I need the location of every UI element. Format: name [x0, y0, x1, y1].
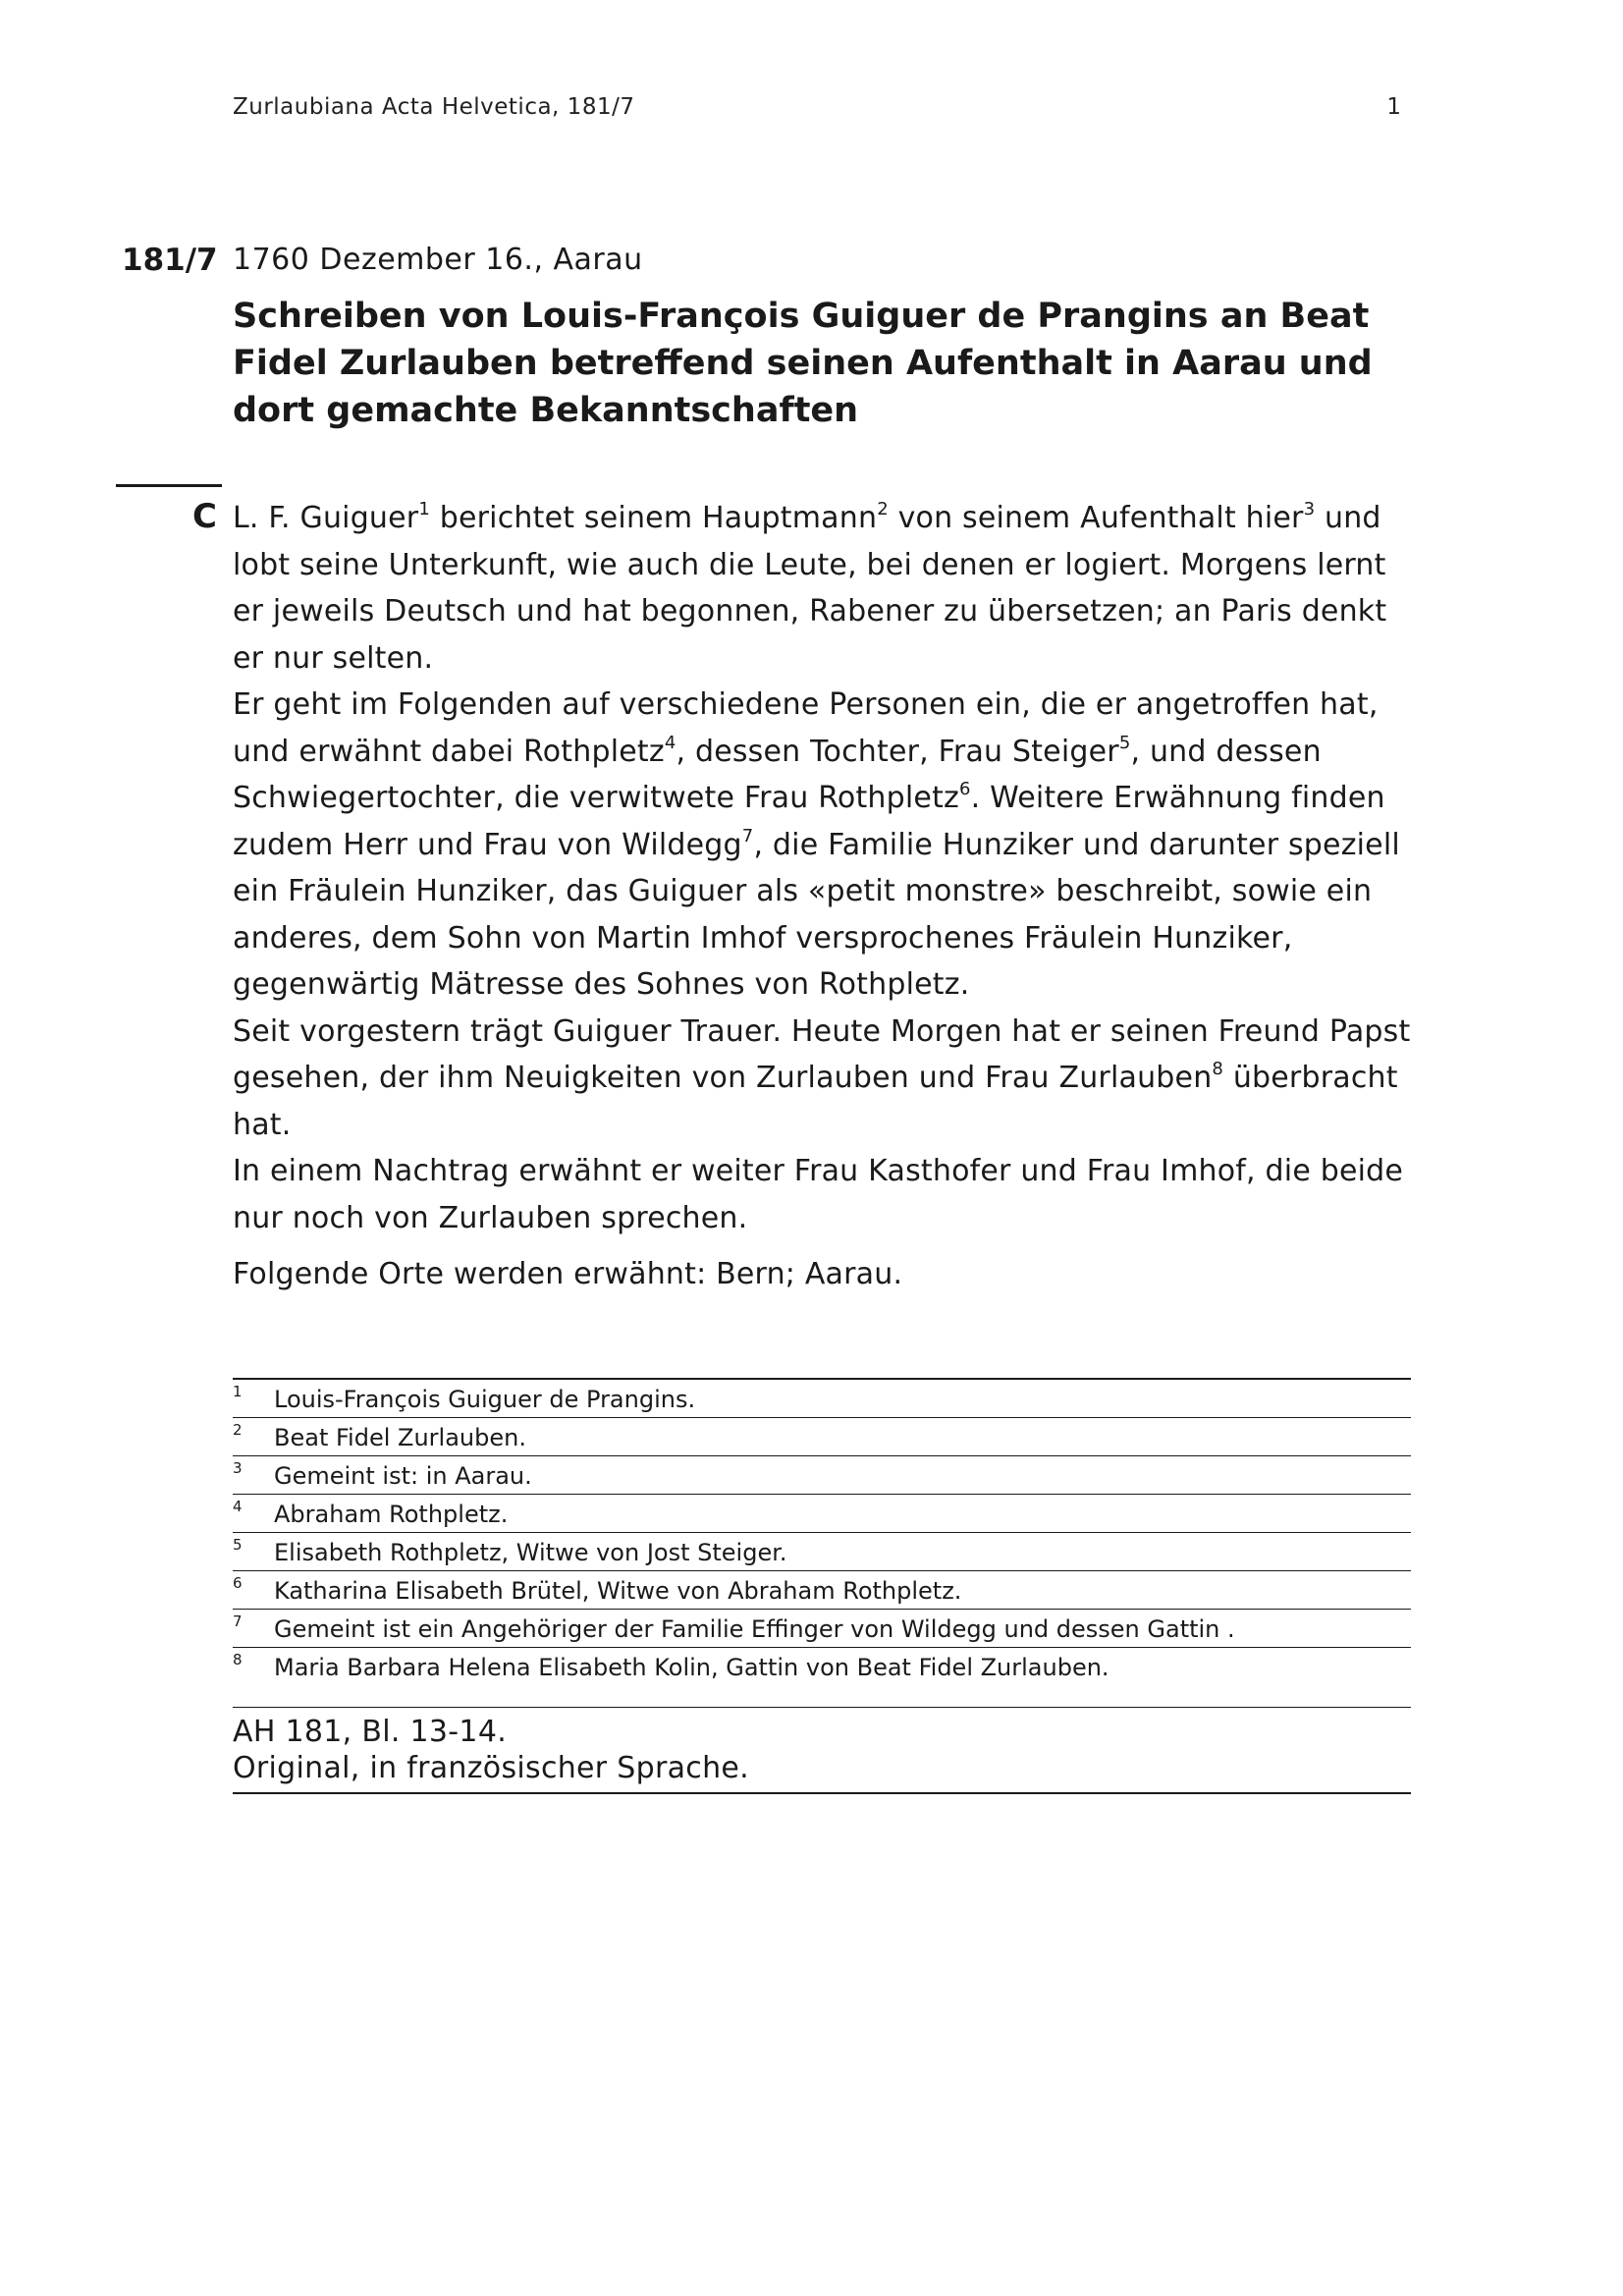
- entry-id: 181/7: [122, 243, 218, 278]
- source-block: [233, 1707, 1411, 1794]
- footnotes: [233, 1378, 1411, 1686]
- page-number: 1: [1386, 94, 1401, 120]
- footnote-number: 8: [233, 1651, 243, 1668]
- footnote-number: 3: [233, 1459, 243, 1477]
- margin-rule: [116, 484, 222, 487]
- footnote: [233, 1418, 1411, 1456]
- footnote: [233, 1533, 1411, 1571]
- footnote-ref[interactable]: 8: [1212, 1059, 1224, 1079]
- footnote-number: 5: [233, 1536, 243, 1554]
- abstract: [233, 495, 1411, 1241]
- places-mentioned: Folgende Orte werden erwähnt: Bern; Aarau.: [233, 1257, 903, 1291]
- footnote-number: 2: [233, 1421, 243, 1439]
- abstract-paragraph: Er geht im Folgenden auf verschiedene Personen ein, die er angetroffen hat, und erwähnt dabei Rothpletz$^4$, dessen Tochter, Frau Steiger$^5$, und dessen Schwiegertochter, die verwitwete Frau Rothpletz$^6$. Weitere Erwähnung finden zudem Herr und Frau von Wildegg$^7$, die Familie Hunziker und darunter speziell ein Fräulein Hunziker, das Guiguer als «petit monstre» beschreibt, sowie ein anderes, dem Sohn von Martin Imhof versprochenes Fräulein Hunziker, gegenwärtig Mätresse des Sohnes von Rothpletz.: [233, 687, 1400, 1002]
- footnote-ref[interactable]: 6: [958, 779, 971, 799]
- margin-mark: C: [192, 497, 217, 536]
- footnote: [233, 1380, 1411, 1418]
- footnote-number: 7: [233, 1613, 243, 1630]
- running-title: Zurlaubiana Acta Helvetica, 181/7: [233, 94, 635, 120]
- entry-title: Schreiben von Louis-François Guiguer de Prangins an Beat Fidel Zurlauben betreffend seinen Aufenthalt in Aarau und dort gemachte Bekanntschaften: [233, 297, 1373, 430]
- footnote-ref[interactable]: 2: [877, 499, 889, 519]
- footnote-text: Abraham Rothpletz.: [274, 1501, 509, 1528]
- footnote-ref[interactable]: 3: [1303, 499, 1316, 519]
- footnote-text: Louis-François Guiguer de Prangins.: [274, 1386, 696, 1413]
- footnote-text: Maria Barbara Helena Elisabeth Kolin, Gattin von Beat Fidel Zurlauben.: [274, 1654, 1109, 1681]
- footnote-number: 6: [233, 1574, 243, 1592]
- footnote-ref[interactable]: 4: [664, 732, 676, 753]
- footnote-text: Elisabeth Rothpletz, Witwe von Jost Steiger.: [274, 1539, 787, 1566]
- abstract-paragraph: In einem Nachtrag erwähnt er weiter Frau Kasthofer und Frau Imhof, die beide nur noch von Zurlauben sprechen.: [233, 1154, 1404, 1235]
- footnote-number: 4: [233, 1498, 243, 1515]
- footnote-ref[interactable]: 5: [1118, 732, 1131, 753]
- footnote: [233, 1456, 1411, 1495]
- footnote-ref[interactable]: 7: [741, 825, 754, 847]
- footnote: [233, 1495, 1411, 1533]
- source-description: Original, in französischer Sprache.: [233, 1751, 749, 1785]
- footnote: [233, 1648, 1411, 1686]
- footnote-text: Beat Fidel Zurlauben.: [274, 1424, 526, 1451]
- entry-date-place: 1760 Dezember 16., Aarau: [233, 243, 643, 277]
- footnote-number: 1: [233, 1383, 243, 1400]
- footnote-text: Gemeint ist: in Aarau.: [274, 1462, 532, 1490]
- footnote-text: Katharina Elisabeth Brütel, Witwe von Abraham Rothpletz.: [274, 1577, 962, 1605]
- abstract-paragraph: L. F. Guiguer$^1$ berichtet seinem Hauptmann$^2$ von seinem Aufenthalt hier$^3$ und lobt seine Unterkunft, wie auch die Leute, bei denen er logiert. Morgens lernt er jeweils Deutsch und hat begonnen, Rabener zu übersetzen; an Paris denkt er nur selten.: [233, 499, 1387, 676]
- abstract-paragraph: Seit vorgestern trägt Guiguer Trauer. Heute Morgen hat er seinen Freund Papst gesehen, der ihm Neuigkeiten von Zurlauben und Frau Zurlauben$^8$ überbracht hat.: [233, 1013, 1411, 1142]
- footnote-text: Gemeint ist ein Angehöriger der Familie Effinger von Wildegg und dessen Gattin .: [274, 1615, 1235, 1643]
- footnote: [233, 1571, 1411, 1610]
- footnote-ref[interactable]: 1: [418, 499, 430, 519]
- footnote: [233, 1610, 1411, 1648]
- source-signature: AH 181, Bl. 13-14.: [233, 1715, 508, 1749]
